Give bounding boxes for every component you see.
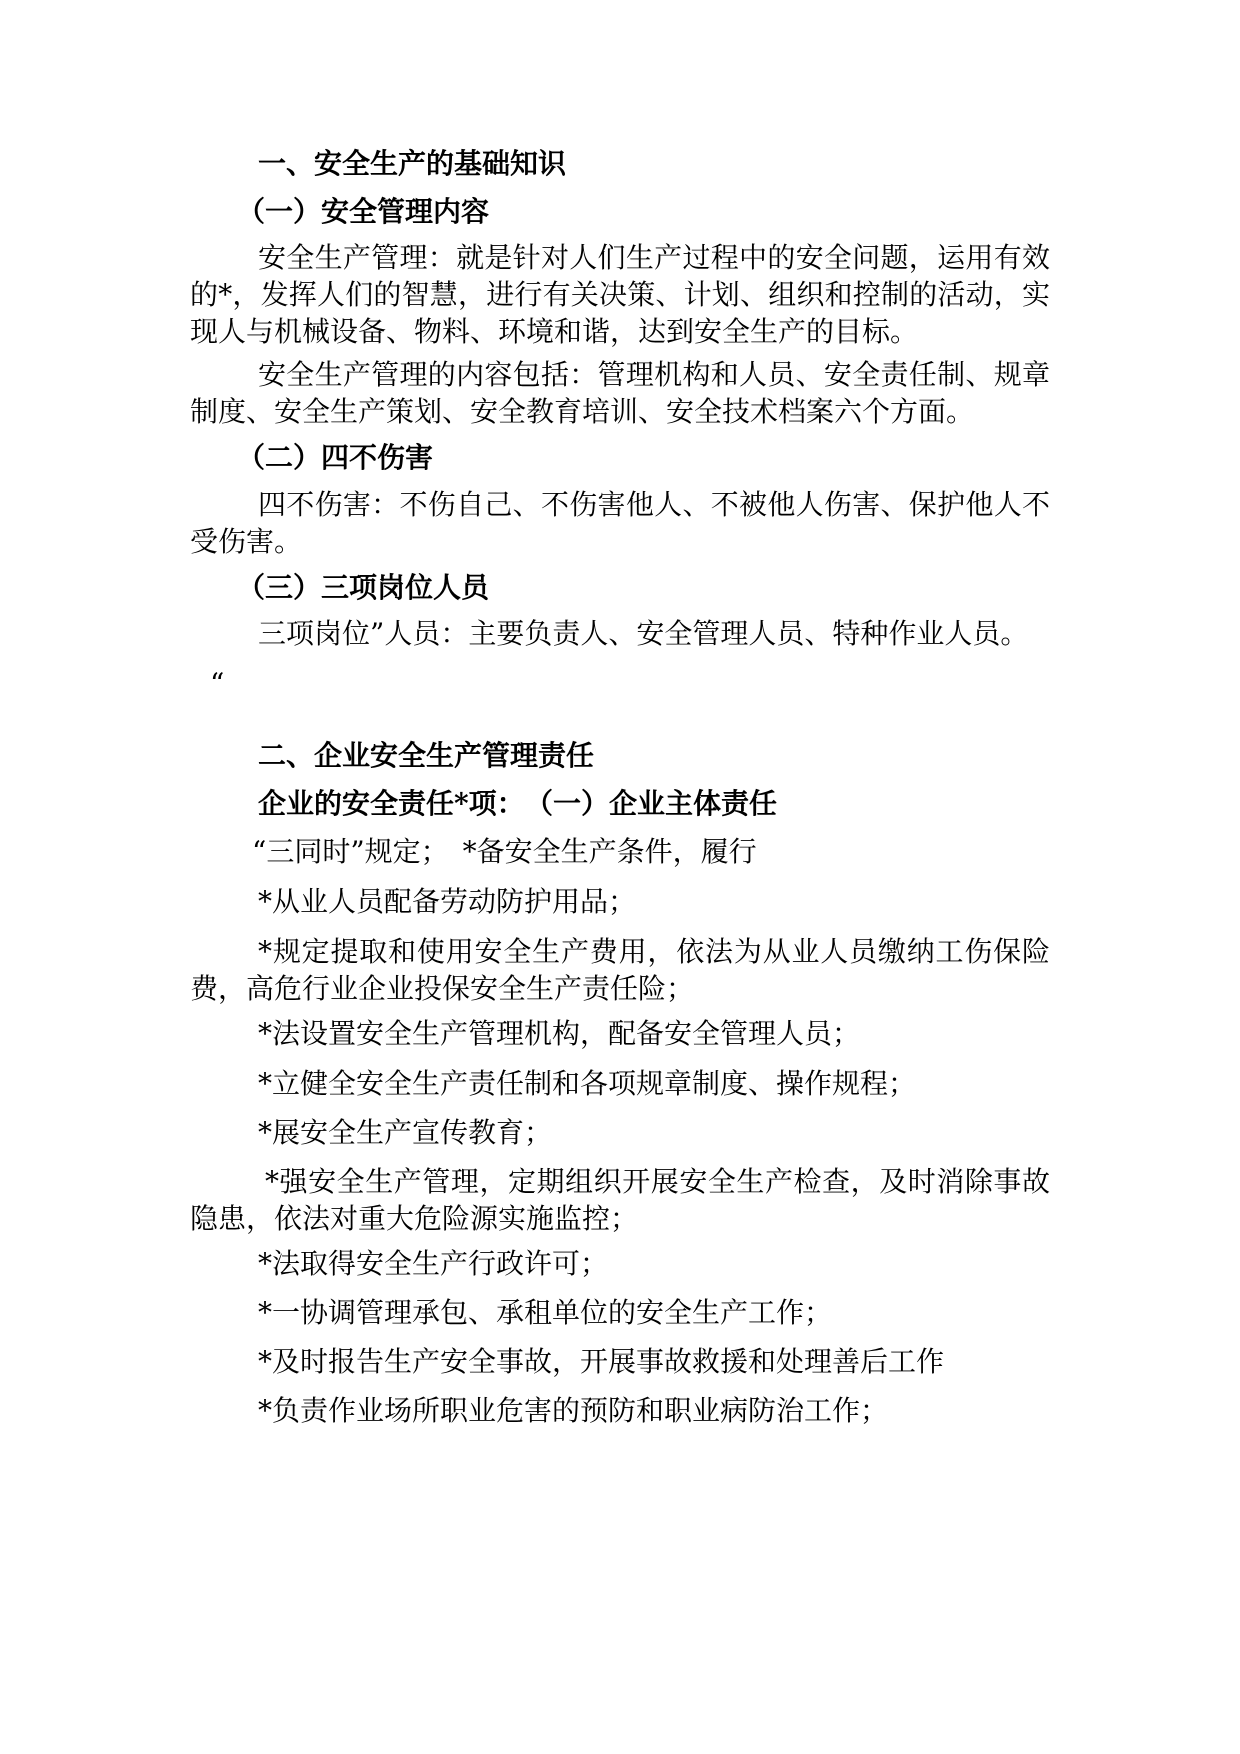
list-item: *及时报告生产安全事故，开展事故救援和处理善后工作: [258, 1345, 945, 1378]
list-item: *从业人员配备劳动防护用品；: [258, 885, 637, 918]
list-item: *法设置安全生产管理机构，配备安全管理人员；: [258, 1017, 861, 1050]
paragraph: 四不伤害：不伤自己、不伤害他人、不被他人伤害、保护他人不受伤害。: [190, 488, 1050, 558]
subsection-heading: （一）企业主体责任: [525, 787, 778, 820]
responsibility-intro: 企业的安全责任*项：: [258, 787, 525, 820]
paragraph: 三项岗位”人员：主要负责人、安全管理人员、特种作业人员。: [258, 617, 1029, 650]
subsection-heading: （一）安全管理内容: [237, 195, 490, 228]
list-item: *立健全安全生产责任制和各项规章制度、操作规程；: [258, 1067, 917, 1100]
list-item: *展安全生产宣传教育；: [258, 1116, 553, 1149]
list-item: “三同时”规定； *备安全生产条件，履行: [252, 835, 757, 868]
section-heading: 一、安全生产的基础知识: [258, 147, 567, 180]
subsection-heading: （二）四不伤害: [237, 441, 434, 474]
paragraph: 安全生产管理的内容包括：管理机构和人员、安全责任制、规章制度、安全生产策划、安全教育培训、安全技术档案六个方面。: [190, 358, 1050, 428]
list-item: *负责作业场所职业危害的预防和职业病防治工作；: [258, 1394, 889, 1427]
paragraph: 安全生产管理：就是针对人们生产过程中的安全问题，运用有效的*，发挥人们的智慧，进行有关决策、计划、组织和控制的活动，实现人与机械设备、物料、环境和谐，达到安全生产的目标。: [190, 241, 1050, 348]
subsection-heading: （三）三项岗位人员: [237, 571, 490, 604]
list-item: *规定提取和使用安全生产费用，依法为从业人员缴纳工伤保险费，高危行业企业投保安全生产责任险；: [190, 935, 1050, 1005]
stray-quote-mark: “: [210, 667, 225, 700]
section-heading: 二、企业安全生产管理责任: [258, 739, 595, 772]
list-item: *强安全生产管理，定期组织开展安全生产检查，及时消除事故隐患，依法对重大危险源实施监控；: [190, 1165, 1050, 1235]
list-item: *法取得安全生产行政许可；: [258, 1247, 609, 1280]
list-item: *一协调管理承包、承租单位的安全生产工作；: [258, 1296, 833, 1329]
